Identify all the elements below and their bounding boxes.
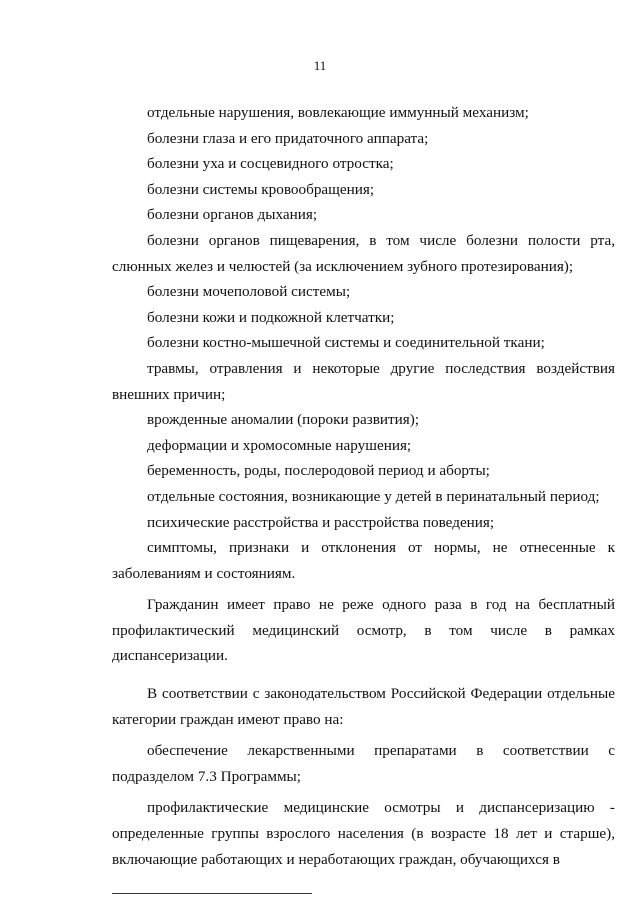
list-item: отдельные состояния, возникающие у детей в перинатальный период;	[147, 487, 600, 505]
list-item: болезни костно-мышечной системы и соединительной ткани;	[147, 334, 545, 352]
list-item: врожденные аномалии (пороки развития);	[147, 411, 420, 429]
list-item: отдельные нарушения, вовлекающие иммунный механизм;	[147, 104, 529, 121]
list-item: болезни системы кровообращения;	[147, 180, 375, 198]
paragraph: В соответствии с законодательством Российской Федерации отдельные категории граждан имеют право на:	[112, 685, 615, 728]
list-item: деформации и хромосомные нарушения;	[147, 436, 412, 454]
footnote-divider	[112, 893, 312, 894]
paragraph: Гражданин имеет право не реже одного раза в год на бесплатный профилактический медицинский осмотр, в том числе в рамках диспансеризации.	[112, 596, 615, 665]
list-item: травмы, отравления и некоторые другие последствия воздействия внешних причин;	[112, 359, 615, 403]
list-item: психические расстройства и расстройства поведения;	[147, 513, 495, 531]
list-item: болезни органов дыхания;	[147, 206, 318, 224]
list-item: симптомы, признаки и отклонения от нормы, не отнесенные к заболеваниям и состояниям.	[112, 539, 615, 582]
document-body	[112, 100, 615, 872]
list-item: беременность, роды, послеродовой период и аборты;	[147, 462, 490, 480]
list-item: болезни глаза и его придаточного аппарата;	[147, 129, 429, 147]
list-item: болезни уха и сосцевидного отростка;	[147, 155, 394, 173]
list-item: болезни органов пищеварения, в том числе болезни полости рта, слюнных желез и челюстей (за исключением зубного протезирования);	[112, 231, 615, 275]
page-number: 11	[313, 58, 327, 73]
list-item: обеспечение лекарственными препаратами в соответствии с подразделом 7.3 Программы;	[112, 742, 615, 785]
list-item: профилактические медицинские осмотры и диспансеризацию - определенные группы взрослого населения (в возрасте 18 лет и старше), включающие работающих и неработающих граждан, обучающихся в	[112, 799, 615, 868]
list-item: болезни кожи и подкожной клетчатки;	[147, 308, 395, 326]
list-item: болезни мочеполовой системы;	[147, 283, 351, 301]
